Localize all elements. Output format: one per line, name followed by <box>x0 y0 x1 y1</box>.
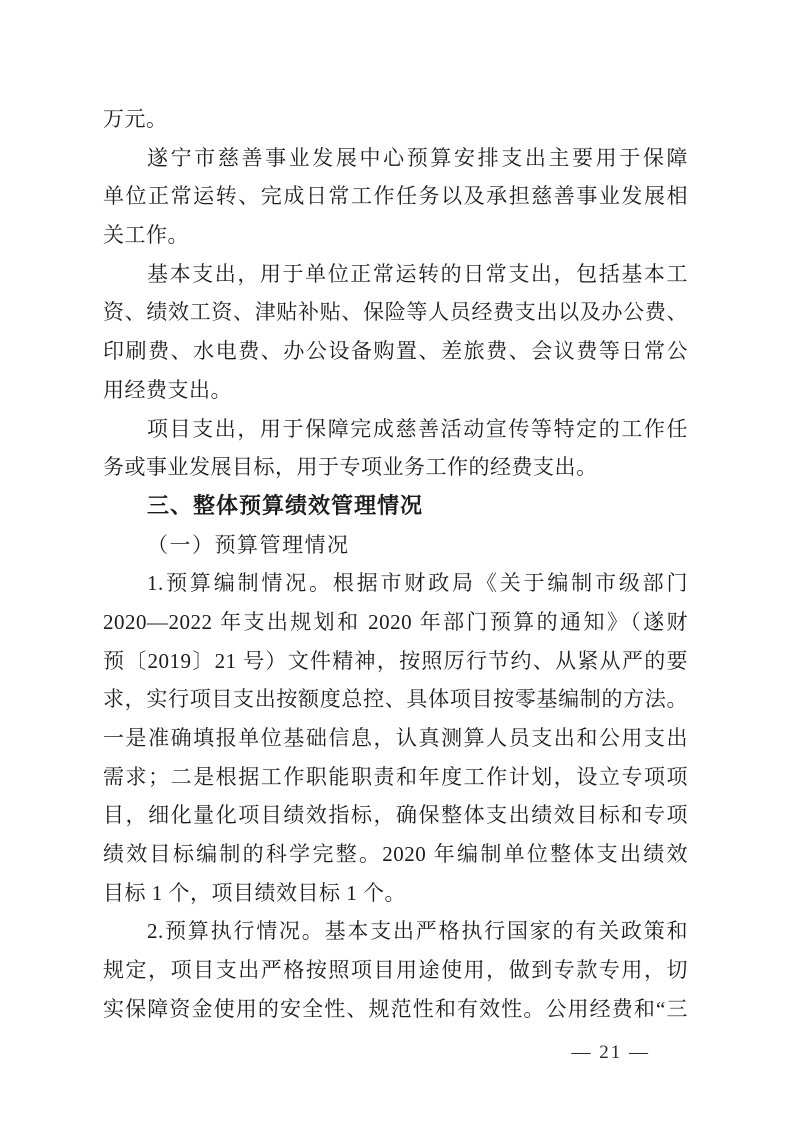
paragraph-line: 目标 1 个，项目绩效目标 1 个。 <box>103 880 406 905</box>
paragraph-line: 2.预算执行情况。基本支出严格执行国家的有关政策和 <box>147 919 688 944</box>
paragraph-line: 遂宁市慈善事业发展中心预算安排支出主要用于保障 <box>147 145 688 170</box>
paragraph-line: 万元。 <box>103 107 168 131</box>
paragraph-line: 规定，项目支出严格按照项目用途使用，做到专款专用，切 <box>103 958 688 983</box>
paragraph-line: 资、绩效工资、津贴补贴、保险等人员经费支出以及办公费、 <box>103 300 688 325</box>
paragraph-line: 单位正常运转、完成日常工作任务以及承担慈善事业发展相 <box>103 184 688 209</box>
paragraph-line: 务或事业发展目标，用于专项业务工作的经费支出。 <box>103 455 598 480</box>
paragraph-line: 实保障资金使用的安全性、规范性和有效性。公用经费和“三 <box>103 996 688 1021</box>
paragraph-line: 求，实行项目支出按额度总控、具体项目按零基编制的方法。 <box>103 687 688 712</box>
section-heading: 三、整体预算绩效管理情况 <box>147 492 424 518</box>
paragraph-line: 关工作。 <box>103 223 189 248</box>
subsection-heading: （一）预算管理情况 <box>147 532 350 557</box>
paragraph-line: 2020—2022 年支出规划和 2020 年部门预算的通知》（遂财 <box>103 609 688 634</box>
paragraph-line: 用经费支出。 <box>103 377 232 402</box>
page-number: — 21 — <box>571 1042 650 1063</box>
paragraph-line: 1.预算编制情况。根据市财政局《关于编制市级部门 <box>147 571 688 596</box>
paragraph-line: 预〔2019〕21 号）文件精神，按照厉行节约、从紧从严的要 <box>103 648 688 673</box>
document-text-block <box>103 100 688 1029</box>
paragraph-line: 需求；二是根据工作职能职责和年度工作计划，设立专项项 <box>103 764 688 789</box>
paragraph-line: 一是准确填报单位基础信息，认真测算人员支出和公用支出 <box>103 726 688 750</box>
paragraph-line: 印刷费、水电费、办公设备购置、差旅费、会议费等日常公 <box>103 339 688 364</box>
paragraph-line: 目，细化量化项目绩效指标，确保整体支出绩效目标和专项 <box>103 803 688 828</box>
paragraph-line: 基本支出，用于单位正常运转的日常支出，包括基本工 <box>147 261 688 286</box>
paragraph-line: 项目支出，用于保障完成慈善活动宣传等特定的工作任 <box>147 416 688 441</box>
paragraph-line: 绩效目标编制的科学完整。2020 年编制单位整体支出绩效 <box>103 842 688 867</box>
